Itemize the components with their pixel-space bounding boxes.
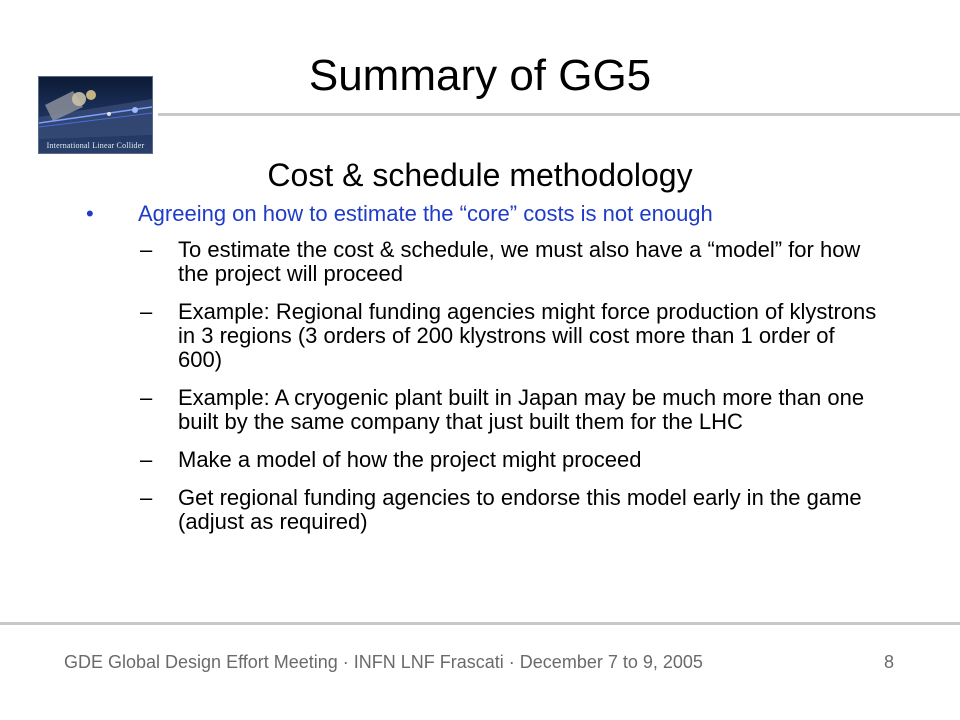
dash-marker: –	[140, 485, 153, 510]
sub-bullet-list	[140, 238, 880, 548]
sub-bullet-text: Example: Regional funding agencies might force production of klystrons in 3 regions (3 orders of 200 klystrons will cost more than 1 order of 600)	[178, 299, 877, 372]
bullet-marker: •	[86, 201, 94, 226]
dash-marker: –	[140, 299, 153, 324]
page-number: 8	[883, 652, 894, 672]
title-divider	[158, 113, 960, 116]
sub-bullet-text: Make a model of how the project might proceed	[178, 447, 642, 472]
sub-bullet-item	[140, 448, 880, 472]
footer-divider	[0, 622, 960, 625]
sub-bullet-text: Example: A cryogenic plant built in Japan may be much more than one built by the same company that just built them for the LHC	[178, 385, 865, 434]
sub-bullet-item	[140, 300, 880, 372]
sub-bullet-item	[140, 486, 880, 534]
slide-title: Summary of GG5	[308, 51, 652, 100]
footer-text: GDE Global Design Effort Meeting · INFN LNF Frascati · December 7 to 9, 2005	[64, 652, 703, 672]
sub-bullet-item	[140, 238, 880, 286]
sub-bullet-text: Get regional funding agencies to endorse this model early in the game (adjust as required)	[178, 485, 862, 534]
dash-marker: –	[140, 447, 153, 472]
dash-marker: –	[140, 237, 153, 262]
sub-bullet-text: To estimate the cost & schedule, we must also have a “model” for how the project will proceed	[178, 237, 861, 286]
main-bullet-text: Agreeing on how to estimate the “core” costs is not enough	[138, 201, 713, 226]
sub-bullet-item	[140, 386, 880, 434]
slide-subtitle: Cost & schedule methodology	[267, 157, 693, 193]
ilc-logo	[38, 76, 153, 154]
dash-marker: –	[140, 385, 153, 410]
logo-caption: International Linear Collider	[46, 141, 145, 150]
